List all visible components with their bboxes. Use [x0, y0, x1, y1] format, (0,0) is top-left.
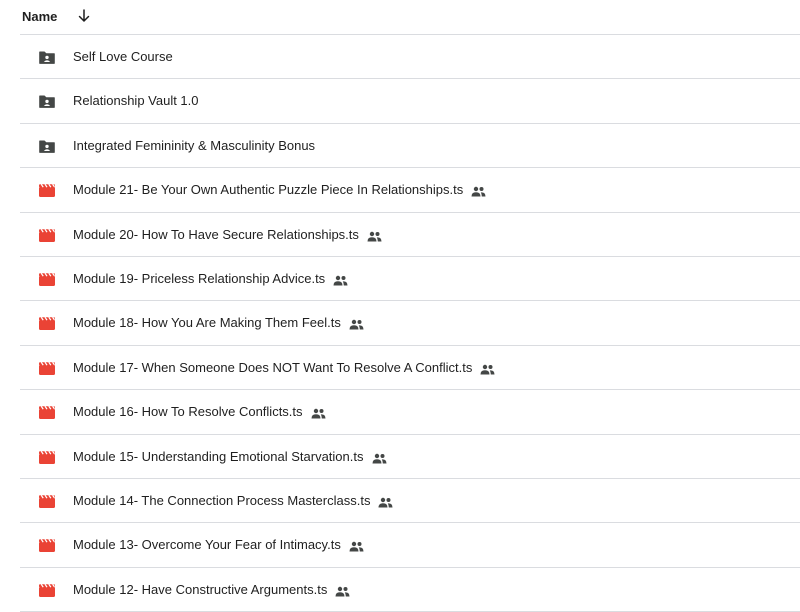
shared-folder-icon [38, 139, 56, 154]
shared-people-icon [367, 229, 382, 240]
file-list [0, 35, 800, 612]
file-label [73, 582, 350, 597]
file-row[interactable] [0, 257, 800, 301]
file-name: Module 15- Understanding Emotional Starvation.ts [73, 448, 364, 464]
file-name: Module 17- When Someone Does NOT Want To Resolve A Conflict.ts [73, 359, 473, 375]
file-label [73, 182, 486, 197]
file-label [73, 271, 348, 286]
shared-people-icon [349, 539, 364, 550]
file-row[interactable] [0, 79, 800, 123]
file-label [73, 404, 326, 419]
video-file-icon [38, 361, 56, 376]
shared-people-icon [333, 273, 348, 284]
file-label [73, 493, 393, 508]
video-file-icon [38, 316, 56, 331]
shared-folder-icon [38, 50, 56, 65]
video-file-icon [38, 405, 56, 420]
shared-people-icon [378, 495, 393, 506]
file-name: Self Love Course [73, 49, 173, 64]
file-name: Module 16- How To Resolve Conflicts.ts [73, 404, 303, 420]
shared-people-icon [372, 451, 387, 462]
video-file-icon [38, 583, 56, 598]
name-column-header[interactable]: Name [22, 9, 58, 24]
file-name: Module 19- Priceless Relationship Advice.ts [73, 270, 326, 286]
file-name: Integrated Femininity & Masculinity Bonus [73, 137, 316, 153]
file-name: Module 12- Have Constructive Arguments.ts [73, 581, 328, 597]
file-name: Module 14- The Connection Process Masterclass.ts [73, 492, 371, 508]
file-name: Module 21- Be Your Own Authentic Puzzle Piece In Relationships.ts [73, 182, 464, 198]
file-label [73, 93, 199, 108]
file-row[interactable] [0, 568, 800, 612]
file-label [73, 449, 387, 464]
file-name: Relationship Vault 1.0 [73, 93, 199, 109]
file-row[interactable] [0, 35, 800, 79]
arrow-down-icon[interactable] [77, 8, 91, 24]
file-row[interactable] [0, 301, 800, 345]
file-row[interactable] [0, 479, 800, 523]
shared-people-icon [311, 406, 326, 417]
file-label [73, 138, 315, 153]
file-label [73, 49, 173, 64]
file-name: Module 18- How You Are Making Them Feel.ts [73, 315, 341, 331]
video-file-icon [38, 228, 56, 243]
file-label [73, 360, 495, 375]
shared-folder-icon [38, 94, 56, 109]
video-file-icon [38, 450, 56, 465]
video-file-icon [38, 183, 56, 198]
video-file-icon [38, 538, 56, 553]
file-name: Module 13- Overcome Your Fear of Intimacy.ts [73, 537, 341, 553]
file-row[interactable] [0, 124, 800, 168]
shared-people-icon [471, 184, 486, 195]
video-file-icon [38, 494, 56, 509]
file-row[interactable] [0, 523, 800, 567]
file-row[interactable] [0, 168, 800, 212]
video-file-icon [38, 272, 56, 287]
file-list-header [0, 0, 800, 34]
file-row[interactable] [0, 213, 800, 257]
file-label [73, 227, 382, 242]
file-label [73, 315, 364, 330]
file-row[interactable] [0, 346, 800, 390]
file-label [73, 537, 364, 552]
file-row[interactable] [0, 435, 800, 479]
shared-people-icon [335, 584, 350, 595]
shared-people-icon [349, 317, 364, 328]
file-name: Module 20- How To Have Secure Relationships.ts [73, 226, 359, 242]
file-row[interactable] [0, 390, 800, 434]
shared-people-icon [480, 362, 495, 373]
